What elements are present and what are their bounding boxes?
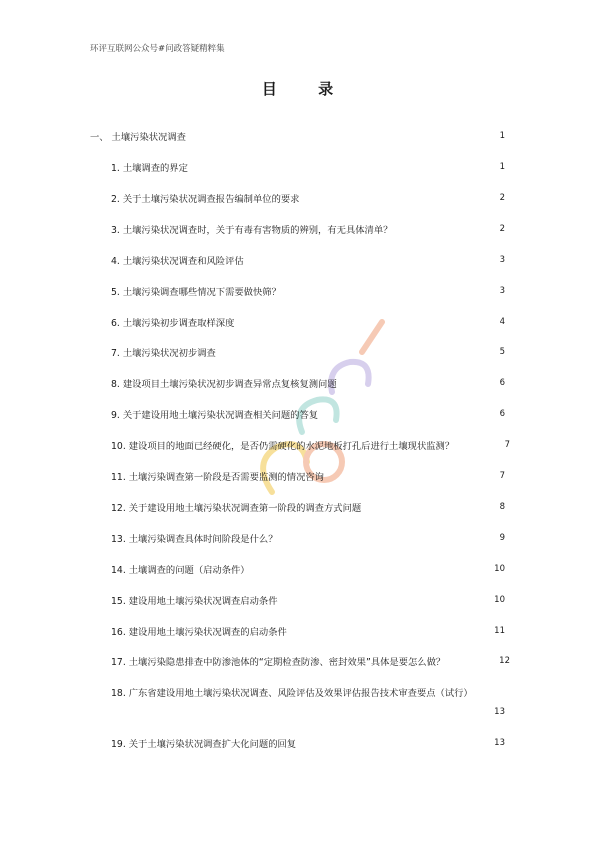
toc-entry-page: 10: [494, 563, 505, 574]
toc-entry-label: 12. 关于建设用地土壤污染状况调查第一阶段的调查方式问题: [111, 502, 362, 514]
toc-entry-label: 8. 建设项目土壤污染状况初步调查异常点复核复测问题: [111, 379, 337, 391]
page-header: 环评互联网公众号#问政答疑精粹集: [90, 44, 225, 54]
toc-entry-label: 10. 建设项目的地面已经硬化，是否仍需硬化的水泥地板打孔后进行土壤现状监测？: [111, 441, 455, 453]
toc-entry-label: 14. 土壤调查的问题（启动条件）: [111, 564, 250, 576]
toc-entry-page: 3: [499, 254, 505, 265]
toc-entry-label: 4. 土壤污染状况调查和风险评估: [111, 255, 244, 267]
toc-entry-label: 17. 土壤污染隐患排查中防渗池体的“定期检查防渗、密封效果”具体是要怎么做？: [111, 657, 446, 669]
toc-entry-page: 1: [499, 162, 505, 172]
toc-entry-page: 12: [499, 656, 510, 667]
toc-entry-label: 15. 建设用地土壤污染状况调查启动条件: [111, 595, 278, 607]
toc-entry-page: 7: [504, 440, 510, 451]
toc-entry-label: 6. 土壤污染初步调查取样深度: [111, 317, 235, 329]
toc-entry-label: 16. 建设用地土壤污染状况调查的启动条件: [111, 626, 287, 638]
toc-entry-label: 5. 土壤污染调查哪些情况下需要做快筛？: [111, 286, 281, 298]
toc-entry-page: 2: [499, 192, 505, 203]
toc-entry-label: 18. 广东省建设用地土壤污染状况调查、风险评估及效果评估报告技术审查要点（试行）: [111, 688, 473, 700]
toc-entry-page: 13: [494, 707, 505, 718]
toc-entry-label: 1. 土壤调查的界定: [111, 163, 188, 174]
toc-entry-label: 7. 土壤污染状况初步调查: [111, 348, 216, 360]
toc-entry-label: 9. 关于建设用地土壤污染状况调查相关问题的答复: [111, 410, 319, 422]
toc-entry-page: 3: [499, 285, 505, 296]
toc-entry-page: 9: [499, 532, 505, 543]
toc-entry-page: 7: [499, 471, 505, 481]
toc-entry-page: 8: [499, 501, 505, 512]
toc-entry-label: 13. 土壤污染调查具体时间阶段是什么？: [111, 533, 278, 545]
toc-entry-page: 13: [494, 738, 505, 749]
toc-entry-label: 19. 关于土壤污染状况调查扩大化问题的回复: [111, 739, 297, 751]
toc-entry-page: 6: [499, 378, 505, 389]
toc-entry-page: 4: [499, 316, 505, 327]
toc-entry-page: 5: [499, 347, 505, 358]
toc-entry-label: 2. 关于土壤污染状况调查报告编制单位的要求: [111, 193, 300, 205]
toc-entry-label: 11. 土壤污染调查第一阶段是否需要监测的情况咨询: [111, 472, 324, 483]
toc-title: 目 录: [261, 80, 352, 98]
toc-entry-label: 3. 土壤污染状况调查时，关于有毒有害物质的辨别，有无具体清单？: [111, 224, 393, 236]
toc-entry-page: 1: [499, 131, 505, 141]
toc-entry-page: 10: [494, 594, 505, 605]
toc-entry-page: 6: [499, 409, 505, 420]
toc-entry-page: 11: [494, 625, 505, 636]
toc-entry-label: 一、 土壤污染状况调查: [90, 132, 186, 143]
toc-entry-page: 2: [499, 223, 505, 234]
